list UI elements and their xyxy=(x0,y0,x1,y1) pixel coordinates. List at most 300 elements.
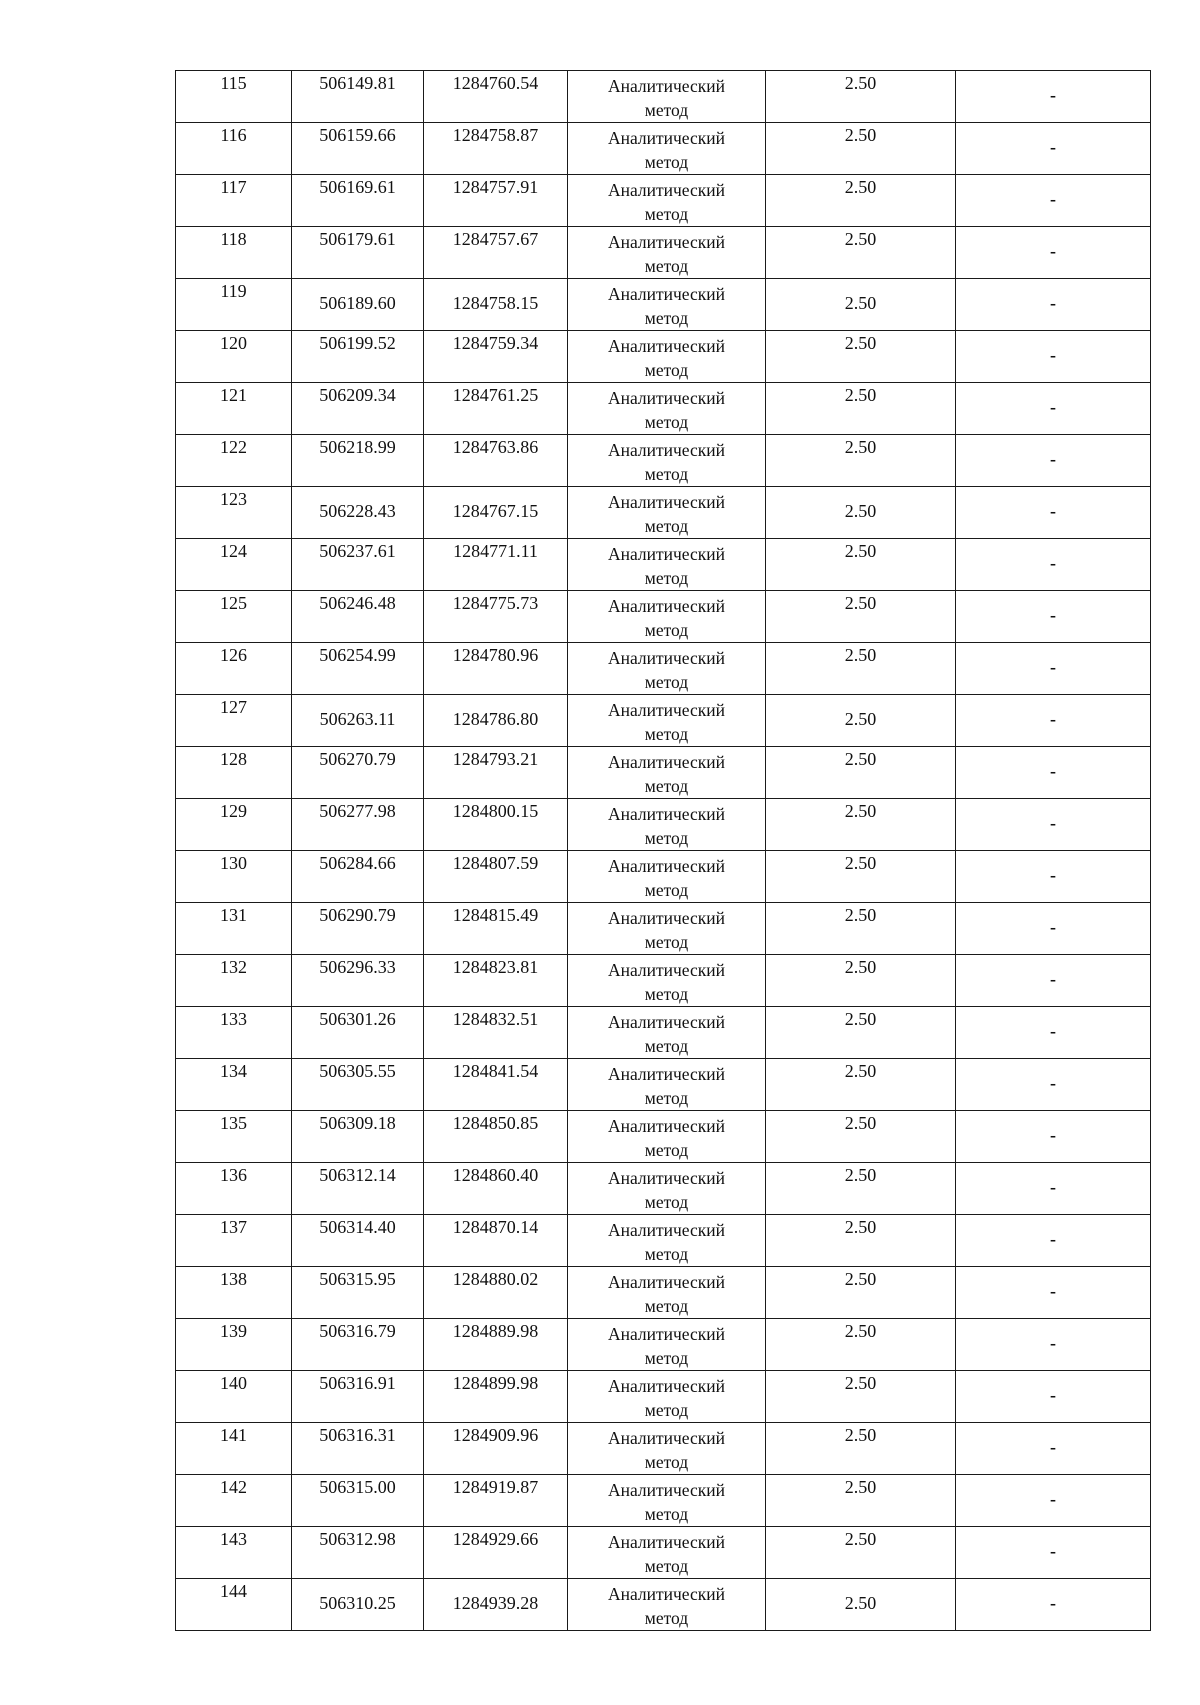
method-line-1: Аналитический xyxy=(607,1428,726,1448)
dash-value: - xyxy=(1050,553,1056,573)
table-row xyxy=(176,175,1151,227)
y-coordinate: 1284815.49 xyxy=(452,905,539,925)
y-coordinate: 1284767.15 xyxy=(452,501,539,521)
method-line-2: метод xyxy=(644,1452,689,1472)
method-line-2: метод xyxy=(644,412,689,432)
accuracy-cell xyxy=(766,799,956,851)
method-cell xyxy=(568,1215,766,1267)
y-coordinate: 1284761.25 xyxy=(452,385,539,405)
y-coordinate: 1284889.98 xyxy=(452,1321,539,1341)
point-number-cell xyxy=(176,227,292,279)
accuracy-cell xyxy=(766,1267,956,1319)
table-row xyxy=(176,435,1151,487)
dash-value: - xyxy=(1050,1021,1056,1041)
method-cell xyxy=(568,279,766,331)
y-coordinate: 1284793.21 xyxy=(452,749,539,769)
point-number: 120 xyxy=(220,333,247,353)
x-coordinate-cell xyxy=(292,487,424,539)
y-coordinate-cell xyxy=(424,383,568,435)
method-cell xyxy=(568,1267,766,1319)
point-number: 129 xyxy=(220,801,247,821)
y-coordinate-cell xyxy=(424,1215,568,1267)
dash-cell xyxy=(956,487,1151,539)
point-number-cell xyxy=(176,643,292,695)
dash-value: - xyxy=(1050,1073,1056,1093)
accuracy-cell xyxy=(766,955,956,1007)
dash-value: - xyxy=(1050,1177,1056,1197)
dash-cell xyxy=(956,1475,1151,1527)
method-cell xyxy=(568,903,766,955)
point-number-cell xyxy=(176,1267,292,1319)
method-cell xyxy=(568,1163,766,1215)
document-page xyxy=(175,70,1150,1631)
accuracy-value: 2.50 xyxy=(844,593,877,613)
point-number-cell xyxy=(176,955,292,1007)
dash-value: - xyxy=(1050,1489,1056,1509)
accuracy-cell xyxy=(766,695,956,747)
method-cell xyxy=(568,799,766,851)
method-line-1: Аналитический xyxy=(607,1116,726,1136)
dash-cell xyxy=(956,1111,1151,1163)
method-cell xyxy=(568,175,766,227)
table-row xyxy=(176,1059,1151,1111)
point-number: 136 xyxy=(220,1165,247,1185)
method-line-1: Аналитический xyxy=(607,1220,726,1240)
method-cell xyxy=(568,435,766,487)
accuracy-cell xyxy=(766,1215,956,1267)
x-coordinate-cell xyxy=(292,71,424,123)
dash-cell xyxy=(956,747,1151,799)
y-coordinate-cell xyxy=(424,1007,568,1059)
method-line-2: метод xyxy=(644,880,689,900)
accuracy-value: 2.50 xyxy=(844,1477,877,1497)
y-coordinate: 1284757.67 xyxy=(452,229,539,249)
method-line-1: Аналитический xyxy=(607,128,726,148)
method-line-2: метод xyxy=(644,204,689,224)
point-number-cell xyxy=(176,1371,292,1423)
dash-value: - xyxy=(1050,189,1056,209)
dash-value: - xyxy=(1050,1229,1056,1249)
y-coordinate: 1284870.14 xyxy=(452,1217,539,1237)
dash-cell xyxy=(956,851,1151,903)
method-line-1: Аналитический xyxy=(607,284,726,304)
y-coordinate: 1284807.59 xyxy=(452,853,539,873)
dash-value: - xyxy=(1050,865,1056,885)
method-cell xyxy=(568,851,766,903)
method-line-2: метод xyxy=(644,1140,689,1160)
table-row xyxy=(176,331,1151,383)
point-number: 119 xyxy=(220,281,247,301)
point-number: 121 xyxy=(220,385,247,405)
method-line-2: метод xyxy=(644,360,689,380)
x-coordinate-cell xyxy=(292,227,424,279)
accuracy-value: 2.50 xyxy=(844,229,877,249)
x-coordinate: 506309.18 xyxy=(319,1113,396,1133)
point-number-cell xyxy=(176,435,292,487)
accuracy-cell xyxy=(766,1579,956,1631)
table-row xyxy=(176,539,1151,591)
method-line-1: Аналитический xyxy=(607,1064,726,1084)
method-cell xyxy=(568,1423,766,1475)
y-coordinate: 1284775.73 xyxy=(452,593,539,613)
method-line-1: Аналитический xyxy=(607,1584,726,1604)
accuracy-value: 2.50 xyxy=(844,1165,877,1185)
accuracy-value: 2.50 xyxy=(844,1321,877,1341)
accuracy-cell xyxy=(766,1319,956,1371)
accuracy-value: 2.50 xyxy=(844,1373,877,1393)
method-line-1: Аналитический xyxy=(607,1324,726,1344)
dash-value: - xyxy=(1050,449,1056,469)
table-row xyxy=(176,1475,1151,1527)
x-coordinate-cell xyxy=(292,1475,424,1527)
accuracy-cell xyxy=(766,331,956,383)
dash-cell xyxy=(956,1423,1151,1475)
table-row xyxy=(176,1267,1151,1319)
accuracy-cell xyxy=(766,1423,956,1475)
table-row xyxy=(176,695,1151,747)
method-line-1: Аналитический xyxy=(607,492,726,512)
x-coordinate-cell xyxy=(292,1215,424,1267)
point-number-cell xyxy=(176,903,292,955)
y-coordinate-cell xyxy=(424,487,568,539)
method-line-2: метод xyxy=(644,828,689,848)
x-coordinate-cell xyxy=(292,591,424,643)
table-row xyxy=(176,591,1151,643)
method-line-2: метод xyxy=(644,776,689,796)
method-line-1: Аналитический xyxy=(607,1012,726,1032)
point-number: 142 xyxy=(220,1477,247,1497)
y-coordinate-cell xyxy=(424,903,568,955)
dash-value: - xyxy=(1050,813,1056,833)
method-line-1: Аналитический xyxy=(607,232,726,252)
method-line-1: Аналитический xyxy=(607,1376,726,1396)
x-coordinate: 506237.61 xyxy=(319,541,396,561)
x-coordinate: 506254.99 xyxy=(319,645,396,665)
y-coordinate: 1284909.96 xyxy=(452,1425,539,1445)
point-number-cell xyxy=(176,1215,292,1267)
point-number-cell xyxy=(176,1111,292,1163)
table-row xyxy=(176,383,1151,435)
accuracy-value: 2.50 xyxy=(844,1425,877,1445)
dash-value: - xyxy=(1050,137,1056,157)
accuracy-value: 2.50 xyxy=(844,957,877,977)
accuracy-cell xyxy=(766,1371,956,1423)
x-coordinate-cell xyxy=(292,747,424,799)
dash-value: - xyxy=(1050,397,1056,417)
accuracy-cell xyxy=(766,175,956,227)
x-coordinate-cell xyxy=(292,1371,424,1423)
accuracy-cell xyxy=(766,487,956,539)
x-coordinate-cell xyxy=(292,799,424,851)
dash-cell xyxy=(956,175,1151,227)
table-row xyxy=(176,71,1151,123)
method-line-2: метод xyxy=(644,464,689,484)
y-coordinate: 1284939.28 xyxy=(452,1593,539,1613)
method-line-2: метод xyxy=(644,256,689,276)
point-number: 117 xyxy=(220,177,247,197)
x-coordinate-cell xyxy=(292,1163,424,1215)
method-line-2: метод xyxy=(644,984,689,1004)
point-number-cell xyxy=(176,695,292,747)
dash-cell xyxy=(956,227,1151,279)
point-number: 116 xyxy=(220,125,247,145)
accuracy-cell xyxy=(766,1163,956,1215)
accuracy-value: 2.50 xyxy=(844,905,877,925)
dash-cell xyxy=(956,539,1151,591)
accuracy-value: 2.50 xyxy=(844,1217,877,1237)
x-coordinate-cell xyxy=(292,1423,424,1475)
method-line-2: метод xyxy=(644,516,689,536)
x-coordinate-cell xyxy=(292,175,424,227)
table-row xyxy=(176,1215,1151,1267)
point-number: 134 xyxy=(220,1061,247,1081)
x-coordinate: 506290.79 xyxy=(319,905,396,925)
method-cell xyxy=(568,1579,766,1631)
accuracy-value: 2.50 xyxy=(844,853,877,873)
point-number-cell xyxy=(176,71,292,123)
point-number-cell xyxy=(176,1579,292,1631)
point-number-cell xyxy=(176,279,292,331)
y-coordinate: 1284758.15 xyxy=(452,293,539,313)
table-row xyxy=(176,1007,1151,1059)
method-line-2: метод xyxy=(644,1400,689,1420)
y-coordinate: 1284758.87 xyxy=(452,125,539,145)
table-row xyxy=(176,747,1151,799)
accuracy-value: 2.50 xyxy=(844,1113,877,1133)
method-line-2: метод xyxy=(644,1088,689,1108)
y-coordinate: 1284757.91 xyxy=(452,177,539,197)
x-coordinate-cell xyxy=(292,1059,424,1111)
point-number: 118 xyxy=(220,229,247,249)
accuracy-value: 2.50 xyxy=(844,501,877,521)
x-coordinate: 506284.66 xyxy=(319,853,396,873)
dash-cell xyxy=(956,279,1151,331)
dash-cell xyxy=(956,955,1151,1007)
accuracy-cell xyxy=(766,539,956,591)
accuracy-cell xyxy=(766,123,956,175)
x-coordinate: 506314.40 xyxy=(319,1217,396,1237)
point-number: 141 xyxy=(220,1425,247,1445)
method-line-2: метод xyxy=(644,1296,689,1316)
y-coordinate-cell xyxy=(424,1579,568,1631)
dash-cell xyxy=(956,1527,1151,1579)
point-number-cell xyxy=(176,1163,292,1215)
x-coordinate: 506315.00 xyxy=(319,1477,396,1497)
y-coordinate-cell xyxy=(424,799,568,851)
dash-cell xyxy=(956,643,1151,695)
y-coordinate-cell xyxy=(424,747,568,799)
dash-value: - xyxy=(1050,1541,1056,1561)
table-row xyxy=(176,123,1151,175)
method-cell xyxy=(568,1319,766,1371)
y-coordinate-cell xyxy=(424,1163,568,1215)
x-coordinate-cell xyxy=(292,1111,424,1163)
accuracy-value: 2.50 xyxy=(844,645,877,665)
method-line-2: метод xyxy=(644,1608,689,1628)
accuracy-value: 2.50 xyxy=(844,293,877,313)
x-coordinate: 506301.26 xyxy=(319,1009,396,1029)
method-cell xyxy=(568,539,766,591)
y-coordinate: 1284800.15 xyxy=(452,801,539,821)
point-number-cell xyxy=(176,1423,292,1475)
point-number: 128 xyxy=(220,749,247,769)
table-body xyxy=(176,71,1151,1631)
x-coordinate: 506296.33 xyxy=(319,957,396,977)
point-number-cell xyxy=(176,1319,292,1371)
point-number: 143 xyxy=(220,1529,247,1549)
method-cell xyxy=(568,487,766,539)
accuracy-value: 2.50 xyxy=(844,1529,877,1549)
y-coordinate: 1284919.87 xyxy=(452,1477,539,1497)
accuracy-value: 2.50 xyxy=(844,73,877,93)
point-number-cell xyxy=(176,851,292,903)
accuracy-value: 2.50 xyxy=(844,437,877,457)
accuracy-cell xyxy=(766,903,956,955)
table-row xyxy=(176,1579,1151,1631)
dash-cell xyxy=(956,1059,1151,1111)
dash-value: - xyxy=(1050,969,1056,989)
y-coordinate-cell xyxy=(424,1059,568,1111)
dash-cell xyxy=(956,695,1151,747)
method-line-1: Аналитический xyxy=(607,440,726,460)
method-cell xyxy=(568,1007,766,1059)
method-line-1: Аналитический xyxy=(607,1272,726,1292)
point-number-cell xyxy=(176,383,292,435)
x-coordinate: 506246.48 xyxy=(319,593,396,613)
accuracy-value: 2.50 xyxy=(844,801,877,821)
point-number-cell xyxy=(176,331,292,383)
y-coordinate-cell xyxy=(424,851,568,903)
table-row xyxy=(176,1319,1151,1371)
table-row xyxy=(176,799,1151,851)
y-coordinate: 1284771.11 xyxy=(453,541,538,561)
y-coordinate-cell xyxy=(424,1475,568,1527)
accuracy-cell xyxy=(766,1007,956,1059)
x-coordinate: 506312.98 xyxy=(319,1529,396,1549)
point-number: 125 xyxy=(220,593,247,613)
method-line-2: метод xyxy=(644,308,689,328)
x-coordinate-cell xyxy=(292,1527,424,1579)
point-number: 138 xyxy=(220,1269,247,1289)
accuracy-value: 2.50 xyxy=(844,177,877,197)
method-line-1: Аналитический xyxy=(607,804,726,824)
point-number-cell xyxy=(176,591,292,643)
accuracy-cell xyxy=(766,1059,956,1111)
dash-value: - xyxy=(1050,241,1056,261)
method-line-2: метод xyxy=(644,568,689,588)
x-coordinate-cell xyxy=(292,279,424,331)
y-coordinate: 1284929.66 xyxy=(452,1529,539,1549)
table-row xyxy=(176,851,1151,903)
dash-cell xyxy=(956,1267,1151,1319)
y-coordinate-cell xyxy=(424,591,568,643)
dash-value: - xyxy=(1050,1593,1056,1613)
method-line-1: Аналитический xyxy=(607,596,726,616)
x-coordinate-cell xyxy=(292,1267,424,1319)
point-number: 131 xyxy=(220,905,247,925)
x-coordinate: 506149.81 xyxy=(319,73,396,93)
method-line-1: Аналитический xyxy=(607,76,726,96)
point-number: 133 xyxy=(220,1009,247,1029)
point-number: 130 xyxy=(220,853,247,873)
method-line-2: метод xyxy=(644,932,689,952)
y-coordinate: 1284832.51 xyxy=(452,1009,539,1029)
method-cell xyxy=(568,123,766,175)
accuracy-cell xyxy=(766,71,956,123)
table-row xyxy=(176,279,1151,331)
accuracy-value: 2.50 xyxy=(844,1061,877,1081)
y-coordinate-cell xyxy=(424,279,568,331)
x-coordinate-cell xyxy=(292,1319,424,1371)
y-coordinate-cell xyxy=(424,175,568,227)
accuracy-value: 2.50 xyxy=(844,333,877,353)
dash-cell xyxy=(956,591,1151,643)
table-row xyxy=(176,955,1151,1007)
point-number-cell xyxy=(176,747,292,799)
method-cell xyxy=(568,1111,766,1163)
accuracy-value: 2.50 xyxy=(844,125,877,145)
dash-value: - xyxy=(1050,345,1056,365)
method-line-1: Аналитический xyxy=(607,752,726,772)
table-row xyxy=(176,1423,1151,1475)
x-coordinate: 506305.55 xyxy=(319,1061,396,1081)
x-coordinate: 506189.60 xyxy=(319,293,396,313)
y-coordinate-cell xyxy=(424,1371,568,1423)
method-line-1: Аналитический xyxy=(607,700,726,720)
dash-cell xyxy=(956,903,1151,955)
point-number-cell xyxy=(176,799,292,851)
method-cell xyxy=(568,643,766,695)
x-coordinate: 506316.31 xyxy=(319,1425,396,1445)
point-number: 132 xyxy=(220,957,247,977)
dash-value: - xyxy=(1050,657,1056,677)
x-coordinate-cell xyxy=(292,955,424,1007)
accuracy-cell xyxy=(766,227,956,279)
method-line-2: метод xyxy=(644,672,689,692)
coordinates-table xyxy=(175,70,1151,1631)
point-number-cell xyxy=(176,123,292,175)
dash-value: - xyxy=(1050,1437,1056,1457)
dash-cell xyxy=(956,435,1151,487)
point-number-cell xyxy=(176,1475,292,1527)
accuracy-cell xyxy=(766,1111,956,1163)
method-line-2: метод xyxy=(644,1192,689,1212)
y-coordinate-cell xyxy=(424,1319,568,1371)
method-cell xyxy=(568,591,766,643)
y-coordinate-cell xyxy=(424,643,568,695)
point-number: 127 xyxy=(220,697,247,717)
method-cell xyxy=(568,747,766,799)
x-coordinate-cell xyxy=(292,903,424,955)
point-number-cell xyxy=(176,539,292,591)
point-number: 123 xyxy=(220,489,247,509)
dash-cell xyxy=(956,1579,1151,1631)
point-number-cell xyxy=(176,1527,292,1579)
x-coordinate-cell xyxy=(292,1007,424,1059)
y-coordinate: 1284880.02 xyxy=(452,1269,539,1289)
x-coordinate-cell xyxy=(292,1579,424,1631)
method-cell xyxy=(568,695,766,747)
x-coordinate-cell xyxy=(292,123,424,175)
x-coordinate-cell xyxy=(292,435,424,487)
method-cell xyxy=(568,1527,766,1579)
x-coordinate-cell xyxy=(292,851,424,903)
x-coordinate: 506179.61 xyxy=(319,229,396,249)
dash-value: - xyxy=(1050,917,1056,937)
accuracy-cell xyxy=(766,435,956,487)
x-coordinate: 506277.98 xyxy=(319,801,396,821)
dash-cell xyxy=(956,1371,1151,1423)
